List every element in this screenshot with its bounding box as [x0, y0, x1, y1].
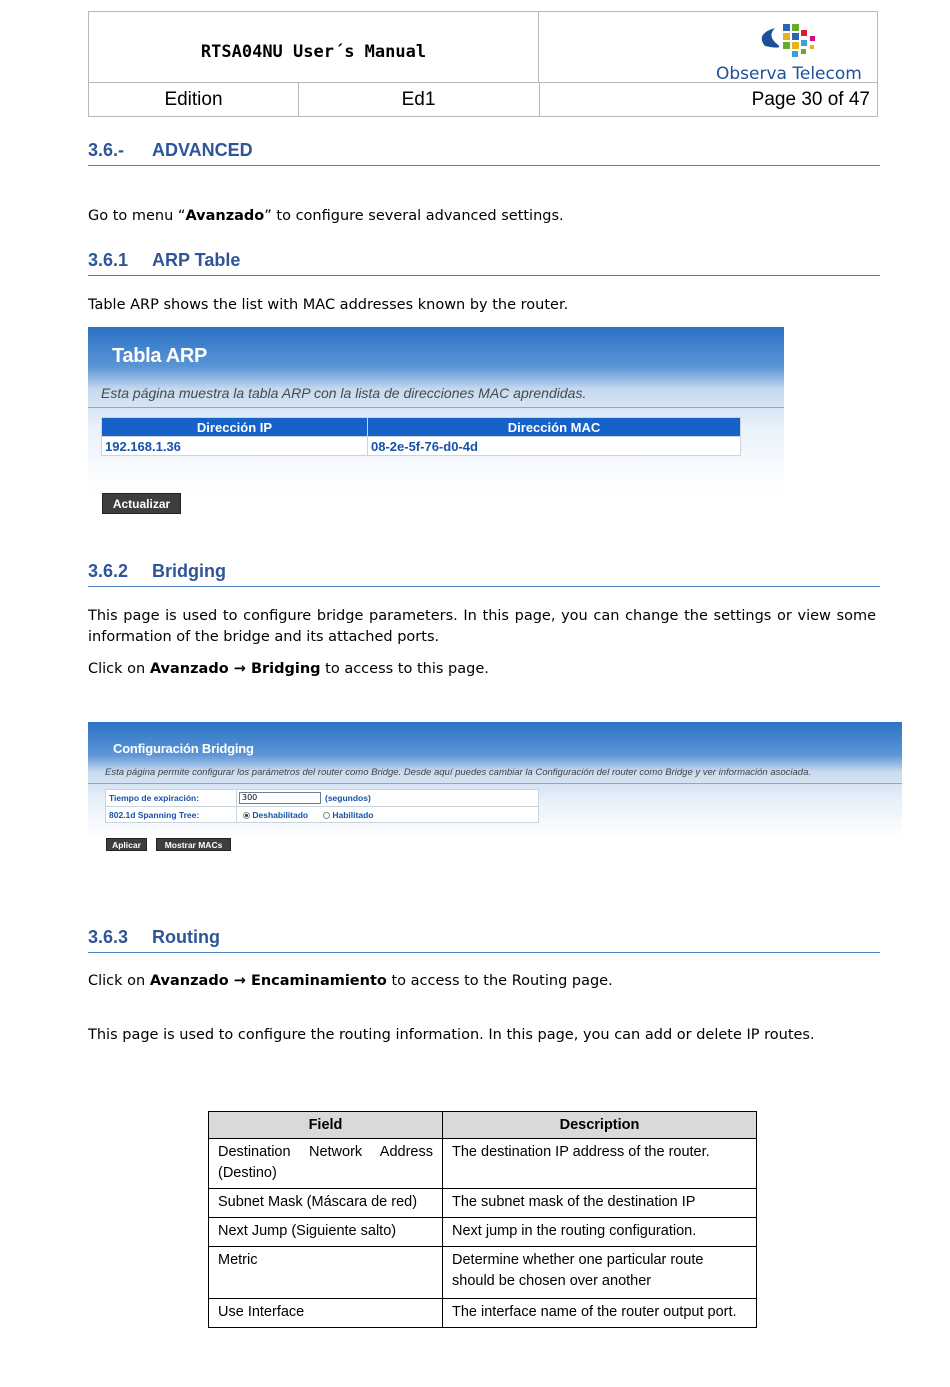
arp-ip-cell: 192.168.1.36: [102, 437, 368, 456]
desc-cell: The interface name of the router output port.: [443, 1299, 757, 1328]
refresh-button[interactable]: Actualizar: [102, 493, 181, 514]
field-cell: Use Interface: [209, 1299, 443, 1328]
bridging-text: This page is used to configure bridge parameters. In this page, you can change the settings or view some information of the bridge and its attached ports.: [88, 608, 876, 645]
arp-table: [101, 417, 741, 456]
stp-enabled-option[interactable]: Habilitado: [323, 810, 373, 820]
table-row: [209, 1139, 757, 1189]
routing-click-text: Click on Avanzado → Encaminamiento to access to the Routing page.: [88, 973, 613, 989]
radio-selected-icon[interactable]: [243, 812, 250, 819]
show-macs-button[interactable]: Mostrar MACs: [156, 838, 231, 851]
section-heading-bridging: 3.6.2 Bridging: [88, 561, 880, 587]
expiration-unit: (segundos): [325, 793, 371, 803]
col-field: Field: [209, 1112, 443, 1139]
field-cell: Subnet Mask (Máscara de red): [209, 1189, 443, 1218]
svg-text:Observa Telecom: Observa Telecom: [716, 64, 862, 82]
routing-fields-table: [208, 1111, 757, 1328]
desc-cell: Determine whether one particular route should be chosen over another: [443, 1247, 757, 1299]
bridging-screenshot: [88, 722, 902, 839]
page-number: Page 30 of 47: [751, 88, 870, 110]
manual-title: RTSA04NU User´s Manual: [89, 12, 539, 82]
bridging-form: [105, 789, 539, 823]
bridging-title: Configuración Bridging: [113, 741, 254, 756]
section-heading-advanced: 3.6.- ADVANCED: [88, 140, 880, 166]
table-row: [209, 1247, 757, 1299]
company-logo: [539, 12, 877, 82]
bridging-click-text: Click on Avanzado → Bridging to access to this page.: [88, 661, 489, 677]
field-cell: Next Jump (Siguiente salto): [209, 1218, 443, 1247]
col-description: Description: [443, 1112, 757, 1139]
stp-disabled-option[interactable]: Deshabilitado: [243, 810, 308, 820]
edition-value: Ed1: [298, 82, 540, 117]
section-heading-arp: 3.6.1 ARP Table: [88, 250, 880, 276]
routing-text: This page is used to configure the routing information. In this page, you can add or delete IP routes.: [88, 1027, 815, 1043]
table-row: [209, 1299, 757, 1328]
table-row: [102, 437, 741, 456]
apply-button[interactable]: Aplicar: [106, 838, 147, 851]
desc-cell: The subnet mask of the destination IP: [443, 1189, 757, 1218]
expiration-input[interactable]: 300: [239, 792, 321, 804]
arp-screenshot: [88, 327, 784, 492]
table-row: [209, 1218, 757, 1247]
arp-mac-cell: 08-2e-5f-76-d0-4d: [368, 437, 741, 456]
bridging-subtitle: Esta página permite configurar los parámetros del router como Bridge. Desde aquí puedes cambiar la Configuración del router como Bridge y ver información asociada.: [105, 767, 812, 778]
desc-cell: Next jump in the routing configuration.: [443, 1218, 757, 1247]
advanced-intro: Go to menu “Avanzado” to configure several advanced settings.: [88, 208, 564, 224]
radio-unselected-icon[interactable]: [323, 812, 330, 819]
desc-cell: The destination IP address of the router.: [443, 1139, 757, 1189]
arp-text: Table ARP shows the list with MAC addresses known by the router.: [88, 297, 569, 313]
field-cell: Destination Network Address (Destino): [209, 1139, 443, 1189]
arp-col-mac: Dirección MAC: [368, 418, 741, 437]
stp-label: 802.1d Spanning Tree:: [109, 810, 200, 820]
table-row: [209, 1189, 757, 1218]
page-header: [88, 11, 878, 117]
arp-subtitle: Esta página muestra la tabla ARP con la lista de direcciones MAC aprendidas.: [101, 385, 587, 401]
arp-title: Tabla ARP: [112, 345, 208, 367]
field-cell: Metric: [209, 1247, 443, 1299]
expiration-label: Tiempo de expiración:: [109, 793, 200, 803]
edition-label: Edition: [89, 82, 299, 117]
arp-col-ip: Dirección IP: [102, 418, 368, 437]
observa-logo-icon: [539, 12, 877, 82]
section-heading-routing: 3.6.3 Routing: [88, 927, 880, 953]
